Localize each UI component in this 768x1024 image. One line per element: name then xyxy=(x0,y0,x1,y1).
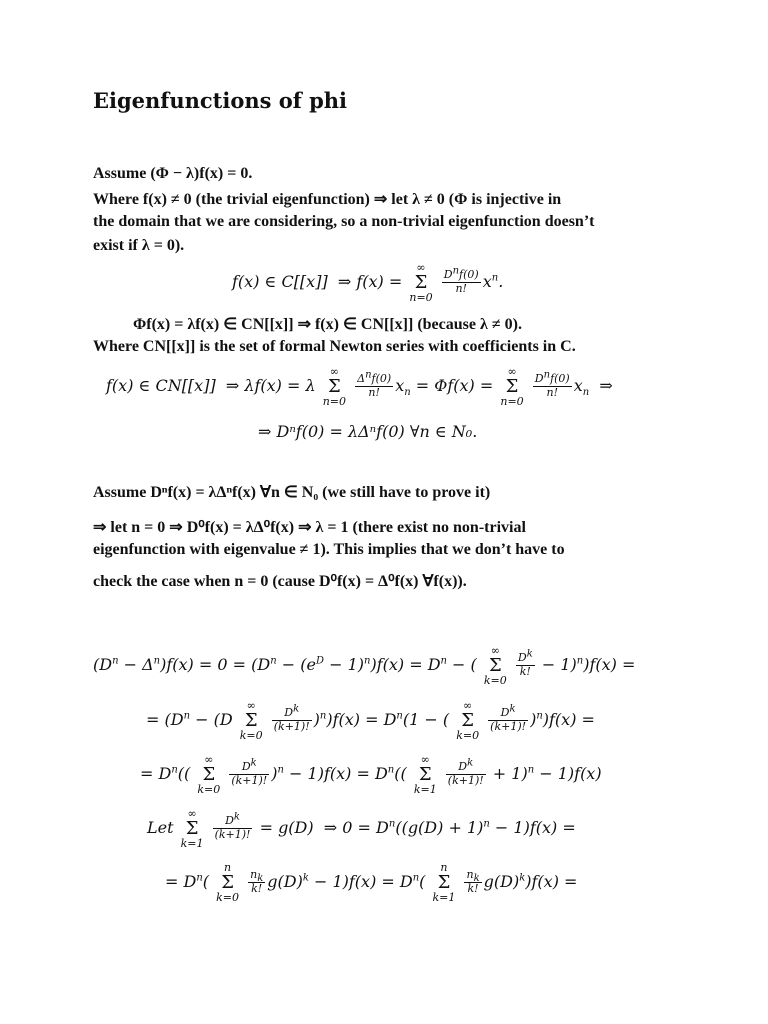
page-title: Eigenfunctions of phi xyxy=(93,88,348,113)
text-line: Φf(x) = λf(x) ∈ CN[[x]] ⇒ f(x) ∈ CN[[x]] (because λ ≠ 0). xyxy=(133,316,522,333)
equation-define-g: Let ∞ Σ k=1 $\frac{D^k}{(k+1)!}$ = g(D) ⇒ $0 = D^n((g(D) + 1)^n - 1)f(x)$ = xyxy=(147,807,576,850)
text-line: Assume Dⁿf(x) = λΔⁿf(x) ∀n ∈ N₀ (we still have to prove it) xyxy=(93,484,491,501)
text-line: the domain that we are considering, so a non-trivial eigenfunction doesn’t xyxy=(93,213,595,230)
text-line: Where f(x) ≠ 0 (the trivial eigenfunction) ⇒ let λ ≠ 0 (Φ is injective in xyxy=(93,191,562,208)
equation-expansion-3: = $D^n$(( ∞ Σ k=0 $\frac{D^k}{(k+1)!}$ )$^n - 1)f(x) = D^n$(( ∞ Σ k=1 $\frac{D^k}{(k+1)!}$ + 1)$^n$ − 1)f(x) xyxy=(140,753,602,796)
equation-line: ⇒ Dⁿf(0) = λΔⁿf(0) ∀n ∈ N₀. xyxy=(258,422,478,441)
text-line: Assume (Φ − λ)f(x) = 0. xyxy=(93,165,253,182)
text-line: ⇒ let n = 0 ⇒ D⁰f(x) = λΔ⁰f(x) ⇒ λ = 1 (there exist no non-trivial xyxy=(93,519,526,536)
text-line: check the case when n = 0 (cause D⁰f(x) = Δ⁰f(x) ∀f(x)). xyxy=(93,573,467,590)
equation-binomial: = $D^n$( n Σ k=0 $\frac{n_k}{k!}$ $g(D)^k - 1)f(x) = D^n$( n Σ k=1 $\frac{n_k}{k!}$ $g(D)^k)f(x)$ = xyxy=(165,861,578,904)
equation-newton-series: f(x) ∈ CN[[x]] ⇒ λf(x) = λ ∞ Σ n=0 $\frac{\Delta^nf(0)}{n!}$ $x_n = \Phi f(x)$ = ∞ Σ n=0 $\frac{D^nf(0)}{n!}$ $x_n$ ⇒ xyxy=(106,365,613,408)
text-line: eigenfunction with eigenvalue ≠ 1). This implies that we don’t have to xyxy=(93,541,565,558)
equation-expansion-2: = ($D^n - (D$ ∞ Σ k=0 $\frac{D^k}{(k+1)!}$ )$^n)f(x) = D^n(1$ − ( ∞ Σ k=0 $\frac{D^k}{(k+1)!}$ )$^n$)f(x) = xyxy=(146,699,595,742)
equation-expansion-1: $(D^n - \Delta^n)f(x) = 0 = (D^n - (e^D - 1)^n)f(x) = D^n$ − ( ∞ Σ k=0 $\frac{D^k}{k!}$ − 1)$^n$)f(x) = xyxy=(93,644,636,687)
text-line: exist if λ = 0). xyxy=(93,237,185,254)
equation-maclaurin: f(x) ∈ C[[x]] ⇒ f(x) = ∞ Σ n=0 $\frac{D^nf(0)}{n!}$ $x^n$. xyxy=(232,261,504,304)
text-line: Where CN[[x]] is the set of formal Newton series with coefficients in C. xyxy=(93,338,576,355)
